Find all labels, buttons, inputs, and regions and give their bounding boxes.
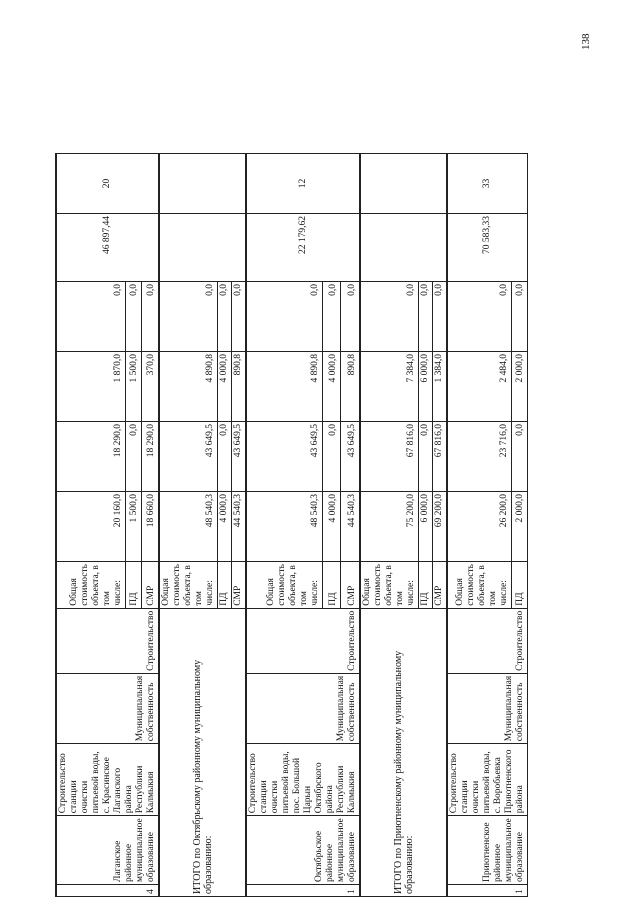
cost-value: 0,0 (447, 282, 512, 352)
cost-label: Общая стоимость объекта, в том числе: (447, 562, 512, 609)
district-name: Лаганское районное муниципальное образование (56, 816, 159, 885)
cost-value: 0,0 (218, 282, 232, 352)
cost-label: Общая стоимость объекта, в том числе: (56, 562, 125, 609)
cost-value: 69 200,0 (433, 492, 448, 562)
table-row (447, 154, 512, 897)
work-type: Строительство (246, 608, 360, 673)
cost-value: 890,8 (341, 352, 360, 422)
cost-value: 2 484,0 (447, 352, 512, 422)
cost-value: 2 000,0 (512, 492, 528, 562)
empty-cell (159, 214, 246, 282)
cost-value: 0,0 (512, 282, 528, 352)
summary-row (159, 154, 218, 897)
cost-value: 4 890,8 (159, 352, 218, 422)
cost-value: 7 384,0 (360, 352, 419, 422)
table-row (246, 154, 323, 897)
cost-value: 0,0 (125, 422, 142, 492)
last-column: 20 (56, 154, 159, 214)
cost-value: 43 649,5 (246, 422, 323, 492)
object-name: Строительство станции очистки питьевой воды, пос. Большой Царын Октябрского района Республики Калмыкия (246, 744, 360, 816)
cost-value: 44 540,3 (341, 492, 360, 562)
page-number: 138 (580, 33, 592, 50)
summary-row (360, 154, 419, 897)
cost-label: Общая стоимость объекта, в том числе: (360, 562, 419, 609)
row-number: 1 (246, 885, 360, 897)
cost-value: 0,0 (56, 282, 125, 352)
budget-table (55, 153, 528, 897)
cost-value: 4 890,8 (246, 352, 323, 422)
summary-label: ИТОГО по Приютненскому районному муниципальному образованию: (360, 608, 447, 896)
cost-value: 1 500,0 (125, 492, 142, 562)
cost-value: 43 649,5 (341, 422, 360, 492)
cost-value: 18 290,0 (142, 422, 159, 492)
cost-value: 67 816,0 (433, 422, 448, 492)
cost-value: 2 000,0 (512, 352, 528, 422)
cost-value: 23 716,0 (447, 422, 512, 492)
cost-label: ПД (218, 562, 232, 609)
cost-label: ПД (512, 562, 528, 609)
cost-value: 44 540,3 (232, 492, 247, 562)
cost-value: 43 649,5 (232, 422, 247, 492)
cost-value: 0,0 (232, 282, 247, 352)
cost-label: СМР (142, 562, 159, 609)
cost-label: СМР (341, 562, 360, 609)
cost-value: 0,0 (323, 282, 341, 352)
cost-value: 6 000,0 (419, 352, 433, 422)
row-number: 1 (447, 885, 528, 897)
row-number: 4 (56, 885, 159, 897)
cost-label: ПД (323, 562, 341, 609)
total-cost: 46 897,44 (56, 214, 159, 282)
cost-value: 0,0 (323, 422, 341, 492)
cost-value: 48 540,3 (159, 492, 218, 562)
cost-value: 43 649,5 (159, 422, 218, 492)
cost-value: 4 000,0 (218, 352, 232, 422)
cost-value: 0,0 (512, 422, 528, 492)
ownership: Муниципальная собственность (246, 673, 360, 743)
district-name: Приютненское районное муниципальное образование (447, 816, 528, 885)
cost-value: 18 290,0 (56, 422, 125, 492)
summary-label: ИТОГО по Октябрьскому районному муниципальному образованию: (159, 608, 246, 896)
cost-value: 0,0 (246, 282, 323, 352)
total-cost: 70 583,33 (447, 214, 528, 282)
cost-value: 0,0 (341, 282, 360, 352)
cost-value: 0,0 (419, 422, 433, 492)
cost-value: 890,8 (232, 352, 247, 422)
last-column: 12 (246, 154, 360, 214)
cost-label: Общая стоимость объекта, в том числе: (246, 562, 323, 609)
cost-value: 4 000,0 (323, 492, 341, 562)
cost-value: 0,0 (360, 282, 419, 352)
empty-cell (360, 154, 447, 214)
object-name: Строительство станции очистки питьевой воды, с. Красинское Лаганского района Республики Калмыкия (56, 744, 159, 816)
cost-value: 1 500,0 (125, 352, 142, 422)
cost-value: 0,0 (125, 282, 142, 352)
work-type: Строительство (447, 608, 528, 673)
ownership: Муниципальная собственность (447, 673, 528, 743)
cost-value: 20 160,0 (56, 492, 125, 562)
cost-value: 370,0 (142, 352, 159, 422)
empty-cell (360, 214, 447, 282)
work-type: Строительство (56, 608, 159, 673)
cost-value: 67 816,0 (360, 422, 419, 492)
cost-value: 4 000,0 (218, 492, 232, 562)
empty-cell (159, 154, 246, 214)
cost-value: 4 000,0 (323, 352, 341, 422)
cost-value: 0,0 (142, 282, 159, 352)
table-row (56, 154, 125, 897)
object-name: Строительство станции очистки питьевой воды, с. Воробьевка Приютненского района (447, 744, 528, 816)
cost-value: 0,0 (419, 282, 433, 352)
cost-value: 0,0 (218, 422, 232, 492)
cost-value: 18 660,0 (142, 492, 159, 562)
cost-value: 75 200,0 (360, 492, 419, 562)
cost-value: 48 540,3 (246, 492, 323, 562)
cost-value: 0,0 (433, 282, 448, 352)
district-name: Октябрьское районное муниципальное образование (246, 816, 360, 885)
cost-value: 26 200,0 (447, 492, 512, 562)
cost-label: СМР (433, 562, 448, 609)
cost-label: Общая стоимость объекта, в том числе: (159, 562, 218, 609)
cost-value: 6 000,0 (419, 492, 433, 562)
ownership: Муниципальная собственность (56, 673, 159, 743)
total-cost: 22 179,62 (246, 214, 360, 282)
last-column: 33 (447, 154, 528, 214)
cost-label: СМР (232, 562, 247, 609)
cost-value: 1 870,0 (56, 352, 125, 422)
cost-label: ПД (419, 562, 433, 609)
cost-value: 0,0 (159, 282, 218, 352)
cost-label: ПД (125, 562, 142, 609)
cost-value: 1 384,0 (433, 352, 448, 422)
